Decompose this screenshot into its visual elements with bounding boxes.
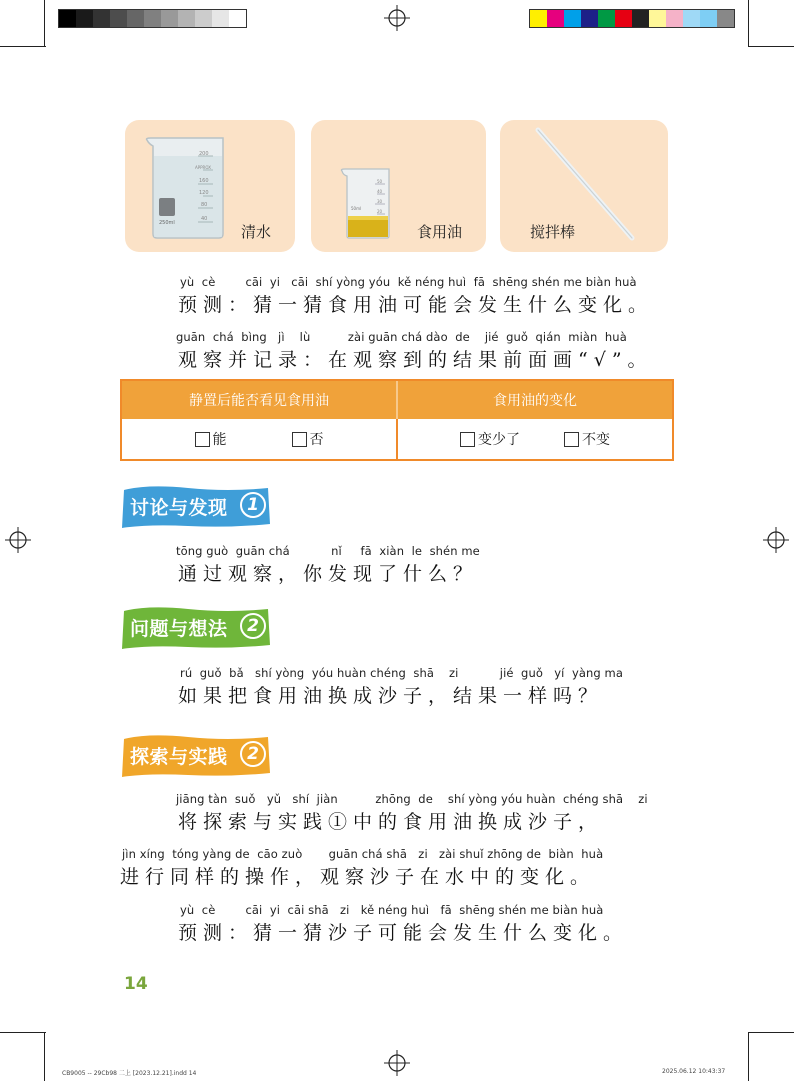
pinyin-line: yù cè cāi yi cāi shā zi kě néng huì fā shēng shén me biàn huà <box>180 903 604 917</box>
checkbox[interactable] <box>292 432 307 447</box>
beaker-mark: 40 <box>201 216 208 222</box>
color-swatch <box>632 10 649 27</box>
color-swatch <box>212 10 229 27</box>
beaker-mark: APPROX <box>195 165 211 170</box>
registration-mark-top <box>384 5 410 31</box>
page-number: 14 <box>124 974 148 994</box>
color-swatch <box>683 10 700 27</box>
checkbox[interactable] <box>564 432 579 447</box>
banner-number-badge: 1 <box>240 492 266 518</box>
option-cannot-see[interactable] <box>292 429 324 449</box>
table-header-cell: 食用油的变化 <box>396 381 672 419</box>
beaker-mark: 200 <box>199 151 209 157</box>
option-label: 变少了 <box>478 432 520 448</box>
color-swatch <box>127 10 144 27</box>
section-banner-discussion <box>118 484 274 530</box>
beaker-mark: 50 <box>377 179 383 184</box>
banner-title: 讨论与发现 <box>130 497 228 519</box>
beaker-mark: 160 <box>199 178 209 184</box>
grayscale-color-bar <box>58 9 247 28</box>
table-header-cell: 静置后能否看见食用油 <box>189 393 329 409</box>
banner-title: 探索与实践 <box>130 746 228 768</box>
checkbox[interactable] <box>195 432 210 447</box>
table-cell <box>122 419 396 459</box>
registration-mark-bottom <box>384 1050 410 1076</box>
color-swatch <box>178 10 195 27</box>
table-cell <box>396 419 672 459</box>
beaker-mark: 40 <box>377 189 383 194</box>
process-color-bar <box>529 9 735 28</box>
card-oil <box>311 120 486 252</box>
card-label: 搅拌棒 <box>530 223 576 241</box>
option-label: 能 <box>212 432 227 448</box>
pinyin-line: rú guǒ bǎ shí yòng yóu huàn chéng shā zi jié guǒ yí yàng ma <box>180 666 624 680</box>
beaker-mark: 80 <box>201 202 208 208</box>
beaker-mark: 120 <box>199 190 209 196</box>
card-label: 清水 <box>241 223 272 241</box>
banner-number-badge: 2 <box>240 613 266 639</box>
beaker-water-image <box>143 134 233 242</box>
color-swatch <box>59 10 76 27</box>
banner-title: 问题与想法 <box>130 618 228 640</box>
color-swatch <box>717 10 734 27</box>
option-decreased[interactable] <box>460 429 520 449</box>
question-text: 如果把食用油换成沙子，结果一样吗？ <box>178 685 604 707</box>
table-header-row <box>122 381 672 419</box>
beaker-mark: 20 <box>377 209 383 214</box>
pinyin-line: guān chá bìng jì lù zài guān chá dào de jié guǒ qián miàn huà <box>176 330 627 344</box>
card-water <box>125 120 295 252</box>
question-text: 通过观察，你发现了什么？ <box>178 563 479 585</box>
card-label: 食用油 <box>417 223 463 241</box>
section-banner-explore <box>118 733 274 779</box>
option-label: 否 <box>309 432 324 448</box>
color-swatch <box>581 10 598 27</box>
registration-mark-right <box>763 527 789 553</box>
color-swatch <box>598 10 615 27</box>
checkbox[interactable] <box>460 432 475 447</box>
color-swatch <box>649 10 666 27</box>
instruction-text: 将探索与实践①中的食用油换成沙子， <box>178 811 604 833</box>
banner-number-badge: 2 <box>240 741 266 767</box>
color-swatch <box>700 10 717 27</box>
pinyin-line: yù cè cāi yi cāi shí yòng yóu kě néng huì fā shēng shén me biàn huà <box>180 275 637 289</box>
prediction-text: 预测：猜一猜沙子可能会发生什么变化。 <box>178 922 629 944</box>
color-swatch <box>144 10 161 27</box>
prediction-text: 预测：猜一猜食用油可能会发生什么变化。 <box>178 294 654 316</box>
footer-file-info: CB9005 -- 29Cb98 二上 [2023.12.21].indd 14 <box>62 1070 197 1077</box>
pinyin-line: jiāng tàn suǒ yǔ shí jiàn zhōng de shí yòng yóu huàn chéng shā zi <box>176 792 648 806</box>
registration-mark-left <box>5 527 31 553</box>
option-unchanged[interactable] <box>564 429 610 449</box>
footer-timestamp: 2025.06.12 10:43:37 <box>662 1068 726 1075</box>
observation-table <box>120 379 674 461</box>
beaker-oil-image <box>339 166 395 240</box>
color-swatch <box>615 10 632 27</box>
color-swatch <box>76 10 93 27</box>
beaker-volume: 50ml <box>351 206 362 211</box>
color-swatch <box>666 10 683 27</box>
pinyin-line: tōng guò guān chá nǐ fā xiàn le shén me <box>176 544 480 558</box>
color-swatch <box>547 10 564 27</box>
section-banner-questions <box>118 605 274 651</box>
instruction-text: 进行同样的操作，观察沙子在水中的变化。 <box>120 866 596 888</box>
color-swatch <box>530 10 547 27</box>
observe-instruction-text: 观察并记录：在观察到的结果前面画“√”。 <box>178 349 653 371</box>
color-swatch <box>564 10 581 27</box>
color-swatch <box>161 10 178 27</box>
beaker-volume: 250ml <box>159 220 175 226</box>
color-swatch <box>195 10 212 27</box>
card-stirring-rod <box>500 120 668 252</box>
pinyin-line: jìn xíng tóng yàng de cāo zuò guān chá shā zi zài shuǐ zhōng de biàn huà <box>122 847 604 861</box>
table-row <box>122 419 672 459</box>
option-label: 不变 <box>582 432 610 448</box>
color-swatch <box>110 10 127 27</box>
option-can-see[interactable] <box>195 429 227 449</box>
color-swatch <box>93 10 110 27</box>
color-swatch <box>229 10 246 27</box>
beaker-mark: 30 <box>377 199 383 204</box>
